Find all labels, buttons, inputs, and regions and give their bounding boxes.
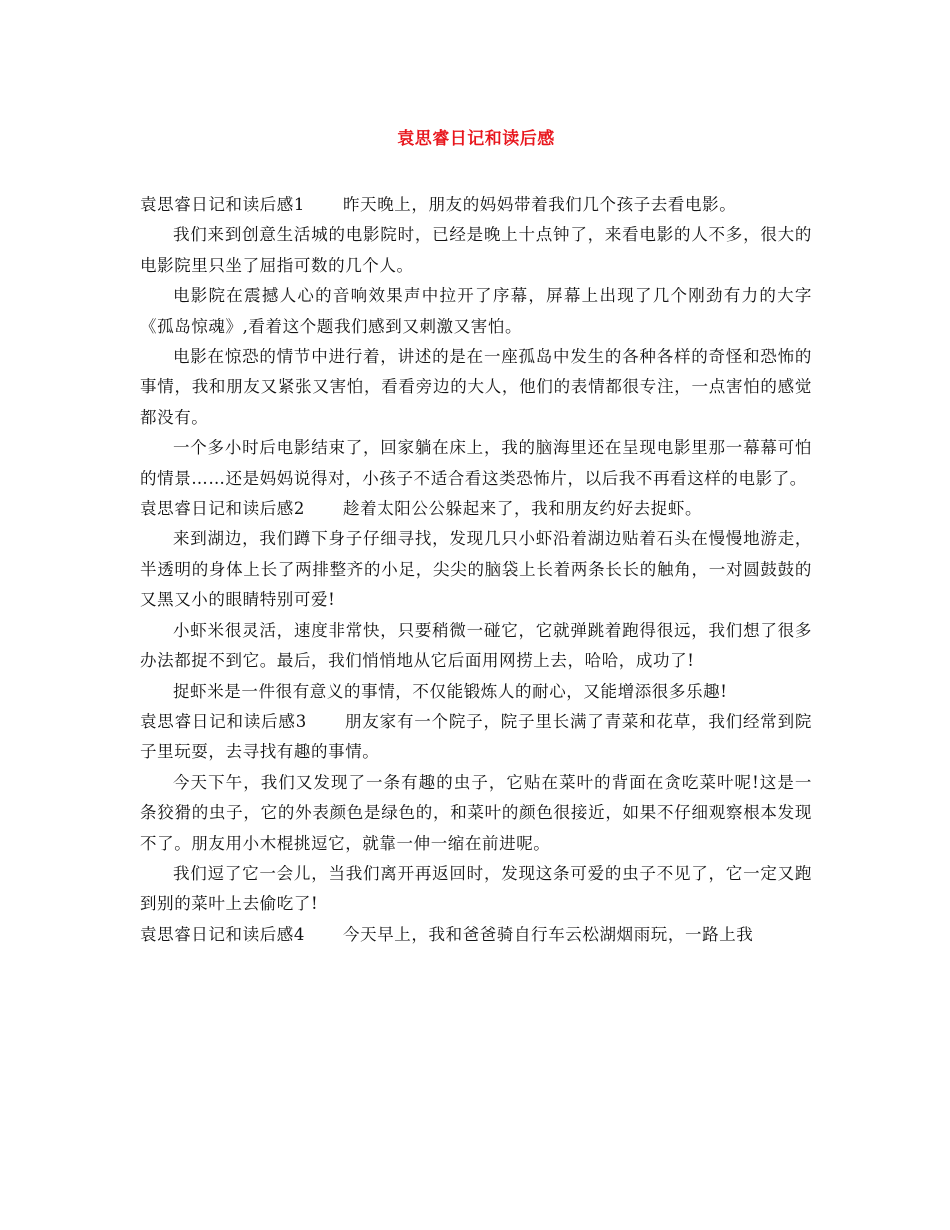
- entry-2-paragraph: [140, 494, 812, 524]
- entry-3-heading: 袁思睿日记和读后感3: [140, 711, 307, 731]
- paragraph: 我们来到创意生活城的电影院时，已经是晚上十点钟了，来看电影的人不多，很大的电影院里只坐了屈指可数的几个人。: [140, 225, 812, 275]
- document-title: 袁思睿日记和读后感: [397, 129, 555, 149]
- paragraph-text: 朋友家有一个院子，院子里长满了青菜和花草，我们经常到院子里玩耍，去寻找有趣的事情。: [140, 711, 813, 762]
- paragraph: 电影在惊恐的情节中进行着，讲述的是在一座孤岛中发生的各种各样的奇怪和恐怖的事情，我和朋友又紧张又害怕，看看旁边的大人，他们的表情都很专注，一点害怕的感觉都没有。: [140, 347, 812, 427]
- paragraph: 今天下午，我们又发现了一条有趣的虫子，它贴在菜叶的背面在贪吃菜叶呢!这是一条狡猾的虫子，它的外表颜色是绿色的，和菜叶的颜色很接近，如果不仔细观察根本发现不了。朋友用小木棍挑逗它，就靠一伸一缩在前进呢。: [140, 772, 812, 853]
- document-body: [140, 190, 812, 950]
- entry-4-heading: 袁思睿日记和读后感4: [140, 924, 305, 944]
- entry-1-paragraph: [140, 190, 812, 220]
- entry-3-paragraph: [140, 707, 812, 768]
- paragraph-text: 昨天晚上，朋友的妈妈带着我们几个孩子去看电影。: [343, 195, 737, 214]
- paragraph: 来到湖边，我们蹲下身子仔细寻找，发现几只小虾沿着湖边贴着石头在慢慢地游走，半透明的身体上长了两排整齐的小足，尖尖的脑袋上长着两条长长的触角，一对圆鼓鼓的又黑又小的眼睛特别可爱!: [140, 529, 812, 610]
- paragraph-text: 趁着太阳公公躲起来了，我和朋友约好去捉虾。: [343, 499, 703, 519]
- paragraph: 捉虾米是一件很有意义的事情，不仅能锻炼人的耐心，又能增添很多乐趣!: [173, 681, 728, 701]
- paragraph: 电影院在震撼人心的音响效果声中拉开了序幕，屏幕上出现了几个刚劲有力的大字《孤岛惊魂》,看着这个题我们感到又刺激又害怕。: [140, 286, 812, 336]
- entry-1-heading: 袁思睿日记和读后感1: [140, 195, 305, 214]
- entry-4-paragraph: [140, 920, 812, 950]
- paragraph: 小虾米很灵活，速度非常快，只要稍微一碰它，它就弹跳着跑得很远，我们想了很多办法都捉不到它。最后，我们悄悄地从它后面用网捞上去，哈哈，成功了!: [140, 620, 812, 671]
- paragraph: 一个多小时后电影结束了，回家躺在床上，我的脑海里还在呈现电影里那一幕幕可怕的情景……还是妈妈说得对，小孩子不适合看这类恐怖片，以后我不再看这样的电影了。: [140, 438, 812, 488]
- entry-2-heading: 袁思睿日记和读后感2: [140, 499, 305, 519]
- paragraph-text: 今天早上，我和爸爸骑自行车云松湖烟雨玩，一路上我: [343, 924, 754, 944]
- paragraph: 我们逗了它一会儿，当我们离开再返回时，发现这条可爱的虫子不见了，它一定又跑到别的菜叶上去偷吃了!: [140, 863, 812, 914]
